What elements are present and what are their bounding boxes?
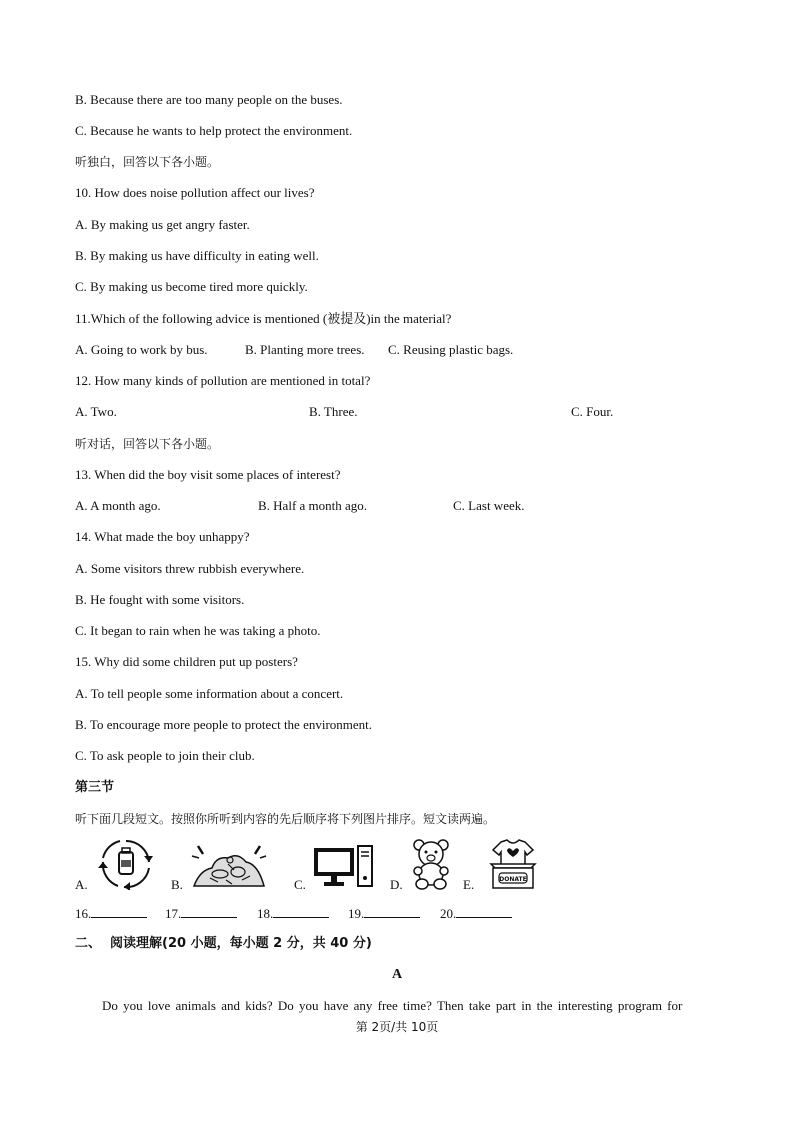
blank-number: 19. [348, 906, 365, 921]
answer-blank-20[interactable] [440, 905, 512, 922]
blank-line [456, 905, 512, 918]
monologue-instruction: 听独白，回答以下各小题。 [75, 155, 220, 169]
blank-number: 17. [165, 906, 182, 921]
q13-option-b: B. Half a month ago. [258, 498, 368, 513]
recycle-bottle-icon [94, 838, 158, 890]
q9-option-c: C. Because he wants to help protect the environment. [75, 123, 353, 138]
blank-line [364, 905, 420, 918]
section-3-instruction: 听下面几段短文。按照你所听到内容的先后顺序将下列图片排序。短文读两遍。 [75, 812, 496, 826]
q13-option-a: A. A month ago. [75, 498, 161, 513]
dialogue-instruction: 听对话，回答以下各小题。 [75, 437, 220, 451]
q11-option-c: C. Reusing plastic bags. [388, 342, 514, 357]
q9-option-b: B. Because there are too many people on the buses. [75, 92, 343, 107]
blank-line [181, 905, 237, 918]
answer-blank-17[interactable] [165, 905, 237, 922]
section-3-heading: 第三节 [75, 780, 115, 795]
q15-option-a: A. To tell people some information about a concert. [75, 686, 344, 701]
q14-question: 14. What made the boy unhappy? [75, 529, 250, 544]
q10-question: 10. How does noise pollution affect our lives? [75, 185, 315, 200]
q12-option-a: A. Two. [75, 404, 117, 419]
answer-blank-16[interactable] [75, 905, 147, 922]
passage-title: A [391, 967, 403, 982]
page-footer: 第 2页/共 10页 [355, 1020, 439, 1034]
picture-label-e: E. [463, 877, 475, 892]
donate-box-label: DONATE [499, 876, 527, 883]
picture-label-a: A. [75, 877, 88, 892]
computer-icon [312, 844, 376, 888]
q12-question: 12. How many kinds of pollution are mentioned in total? [75, 373, 371, 388]
part-2-heading: 二、 阅读理解(20 小题，每小题 2 分，共 40 分) [75, 936, 372, 951]
q10-option-a: A. By making us get angry faster. [75, 217, 250, 232]
q14-option-b: B. He fought with some visitors. [75, 592, 245, 607]
picture-label-b: B. [171, 877, 183, 892]
q11-question: 11.Which of the following advice is mentioned (被提及)in the material? [75, 311, 452, 326]
q14-option-c: C. It began to rain when he was taking a photo. [75, 623, 321, 638]
q12-option-b: B. Three. [309, 404, 358, 419]
q10-option-b: B. By making us have difficulty in eating well. [75, 248, 319, 263]
q12-option-c: C. Four. [571, 404, 614, 419]
q13-question: 13. When did the boy visit some places of interest? [75, 467, 341, 482]
q14-option-a: A. Some visitors threw rubbish everywhere. [75, 561, 305, 576]
blank-number: 18. [257, 906, 274, 921]
q11-option-b: B. Planting more trees. [245, 342, 365, 357]
picture-label-d: D. [390, 877, 403, 892]
answer-blank-19[interactable] [348, 905, 420, 922]
picture-label-c: C. [294, 877, 306, 892]
garbage-pile-icon [190, 842, 270, 890]
donate-box-icon [485, 838, 541, 890]
q15-option-b: B. To encourage more people to protect the environment. [75, 717, 373, 732]
passage-first-line: Do you love animals and kids? Do you have any free time? Then take part in the interesting program for [102, 998, 683, 1013]
teddy-bear-icon [410, 838, 452, 890]
q10-option-c: C. By making us become tired more quickly. [75, 279, 308, 294]
blank-line [91, 905, 147, 918]
q15-question: 15. Why did some children put up posters? [75, 654, 298, 669]
blank-line [273, 905, 329, 918]
q13-option-c: C. Last week. [453, 498, 525, 513]
blank-number: 20. [440, 906, 457, 921]
answer-blank-18[interactable] [257, 905, 329, 922]
blank-number: 16. [75, 906, 92, 921]
q15-option-c: C. To ask people to join their club. [75, 748, 255, 763]
q11-option-a: A. Going to work by bus. [75, 342, 208, 357]
